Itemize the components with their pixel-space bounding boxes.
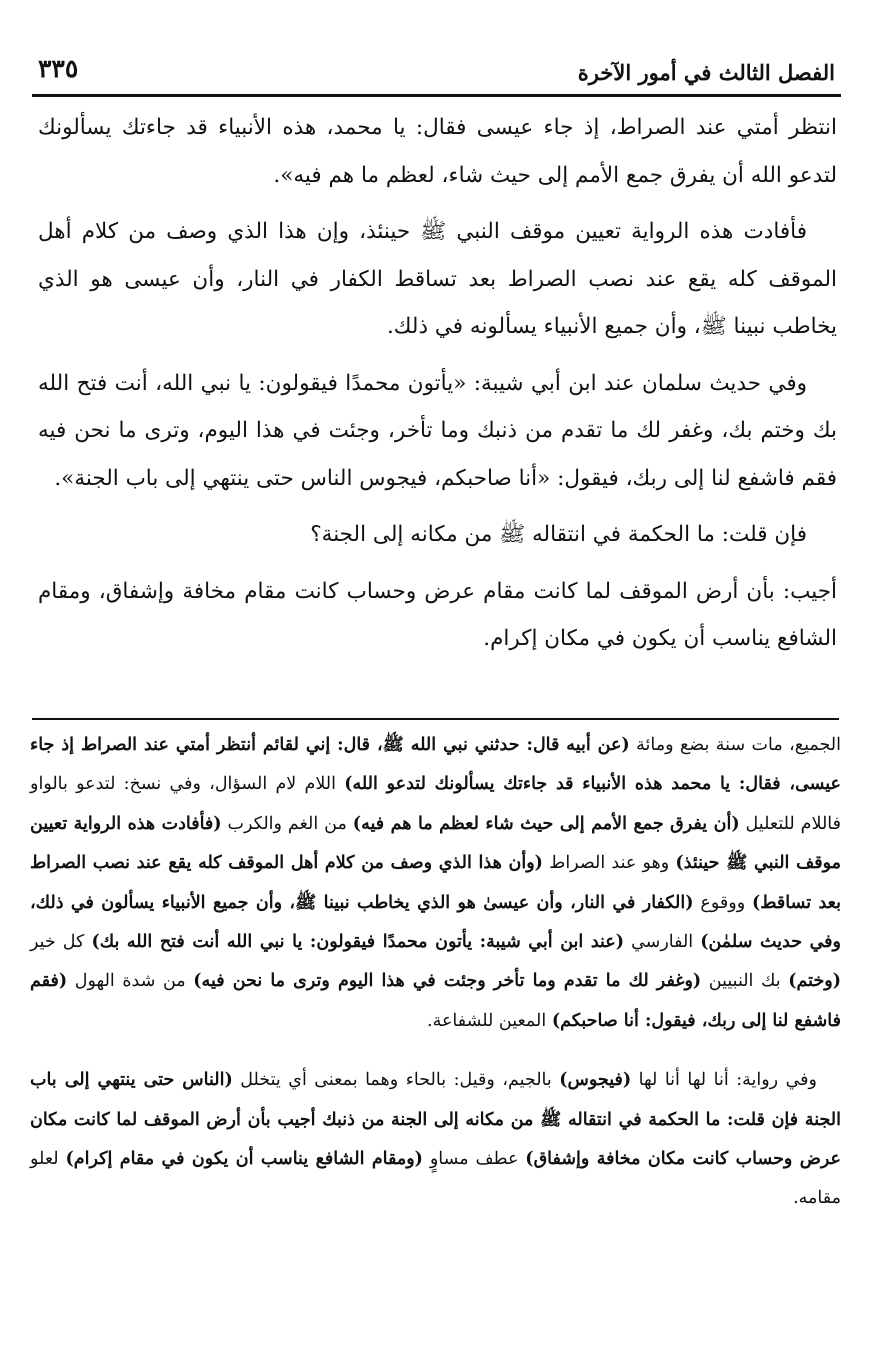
commentary-segment: عطف مساوٍ xyxy=(422,1149,526,1170)
quoted-matn-segment: (عند ابن أبي شيبة: يأتون محمدًا فيقولون: يا نبي الله أنت فتح الله بك) xyxy=(91,932,625,953)
quoted-matn-segment: (وختم) xyxy=(788,971,842,992)
chapter-title: الفصل الثالث في أمور الآخرة xyxy=(577,60,835,85)
page-number: ٣٣٥ xyxy=(38,54,79,83)
commentary-segment: وهو عند الصراط xyxy=(542,853,676,874)
commentary-segment: الفارسي xyxy=(624,932,701,953)
commentary-segment: كل خير xyxy=(30,932,92,953)
quoted-matn-segment: (عن أبيه قال: حدثني نبي الله ﷺ، قال: إني لقائم أنتظر أمتي عند الصراط إذ جاء عيسى، فقال: يا محمد هذه الأنبياء قد جاءتك يسألونك لتدعو الله) xyxy=(30,735,841,795)
commentary-paragraph-2 xyxy=(30,1061,841,1219)
quoted-matn-segment: (فقم فاشفع لنا إلى ربك، فيقول: أنا صاحبكم) xyxy=(30,971,841,1031)
commentary-segment: لعلو مقامه. xyxy=(30,1149,841,1209)
main-paragraph-4: فإن قلت: ما الحكمة في انتقاله ﷺ من مكانه إلى الجنة؟ xyxy=(310,522,807,547)
main-paragraph-1: انتظر أمتي عند الصراط، إذ جاء عيسى فقال: يا محمد، هذه الأنبياء قد جاءتك يسألونك لتدعو الله أن يفرق جمع الأمم إلى حيث شاء، لعظم ما هم فيه». xyxy=(38,115,837,188)
quoted-matn-segment: (وأن هذا الذي وصف من كلام أهل الموقف كله يقع عند نصب الصراط بعد تساقط) xyxy=(30,853,841,913)
header-rule xyxy=(32,94,841,97)
running-header xyxy=(32,44,841,96)
commentary-segment: ووقوع xyxy=(693,892,753,913)
commentary-segment: الجميع، مات سنة بضع ومائة xyxy=(629,735,841,755)
main-paragraph-2: فأفادت هذه الرواية تعيين موقف النبي ﷺ حينئذ، وإن هذا الذي وصف من كلام أهل الموقف كله يقع عند نصب الصراط بعد تساقط الكفار في النار، وأن عيسى هو الذي يخاطب نبينا ﷺ، وأن جميع الأنبياء يسألونه في ذلك. xyxy=(38,219,837,339)
quoted-matn-segment: (فيجوس) xyxy=(559,1070,632,1091)
quoted-matn-segment: (ومقام الشافع يناسب أن يكون في مقام إكرام) xyxy=(65,1149,423,1170)
commentary-segment: وفي رواية: أنا لها أنا لها xyxy=(631,1070,817,1091)
quoted-matn-segment: (الناس حتى ينتهي إلى باب الجنة فإن قلت: ما الحكمة في انتقاله ﷺ من مكانه إلى الجنة من ذنبك أجيب بأن أرض الموقف لما كانت مكان عرض وحساب كانت مكان مخافة وإشفاق) xyxy=(30,1070,842,1170)
main-text xyxy=(38,104,837,672)
quoted-matn-segment: (فأفادت هذه الرواية تعيين موقف النبي ﷺ حينئذ) xyxy=(30,813,842,874)
quoted-matn-segment: (الكفار في النار، وأن عيسىٰ هو الذي يخاطب نبينا ﷺ، وأن جميع الأنبياء يسألون في ذلك، وفي حديث سلمٰن) xyxy=(30,892,841,953)
commentary xyxy=(30,726,841,1219)
commentary-segment: بك النبيين xyxy=(701,971,789,992)
commentary-paragraph-1 xyxy=(30,726,841,1041)
main-paragraph-3: وفي حديث سلمان عند ابن أبي شيبة: «يأتون محمدًا فيقولون: يا نبي الله، أنت فتح الله بك وختم بك، وغفر لك ما تقدم من ذنبك وما تأخر، وجئت في هذا اليوم، وترى ما نحن فيه فقم فاشفع لنا إلى ربك، فيقول: «أنا صاحبكم، فيجوس الناس حتى ينتهي إلى باب الجنة». xyxy=(38,370,837,491)
commentary-segment: المعين للشفاعة. xyxy=(427,1010,552,1031)
quoted-matn-segment: (وغفر لك ما تقدم وما تأخر وجئت في هذا اليوم وترى ما نحن فيه) xyxy=(193,971,702,992)
quoted-matn-segment: (أن يفرق جمع الأمم إلى حيث شاء لعظم ما هم فيه) xyxy=(352,813,740,834)
commentary-segment: بالجيم، وقيل: بالحاء وهما بمعنى أي يتخلل xyxy=(232,1070,560,1091)
commentary-separator xyxy=(32,718,839,720)
main-paragraph-5: أجيب: بأن أرض الموقف لما كانت مقام عرض وحساب كانت مقام مخافة وإشفاق، ومقام الشافع يناسب أن يكون في مكان إكرام. xyxy=(38,578,837,651)
commentary-segment: من شدة الهول xyxy=(67,971,194,992)
commentary-segment: اللام لام السؤال، وفي نسخ: لتدعو بالواو فاللام للتعليل xyxy=(30,774,841,834)
commentary-segment: من الغم والكرب xyxy=(221,813,353,834)
